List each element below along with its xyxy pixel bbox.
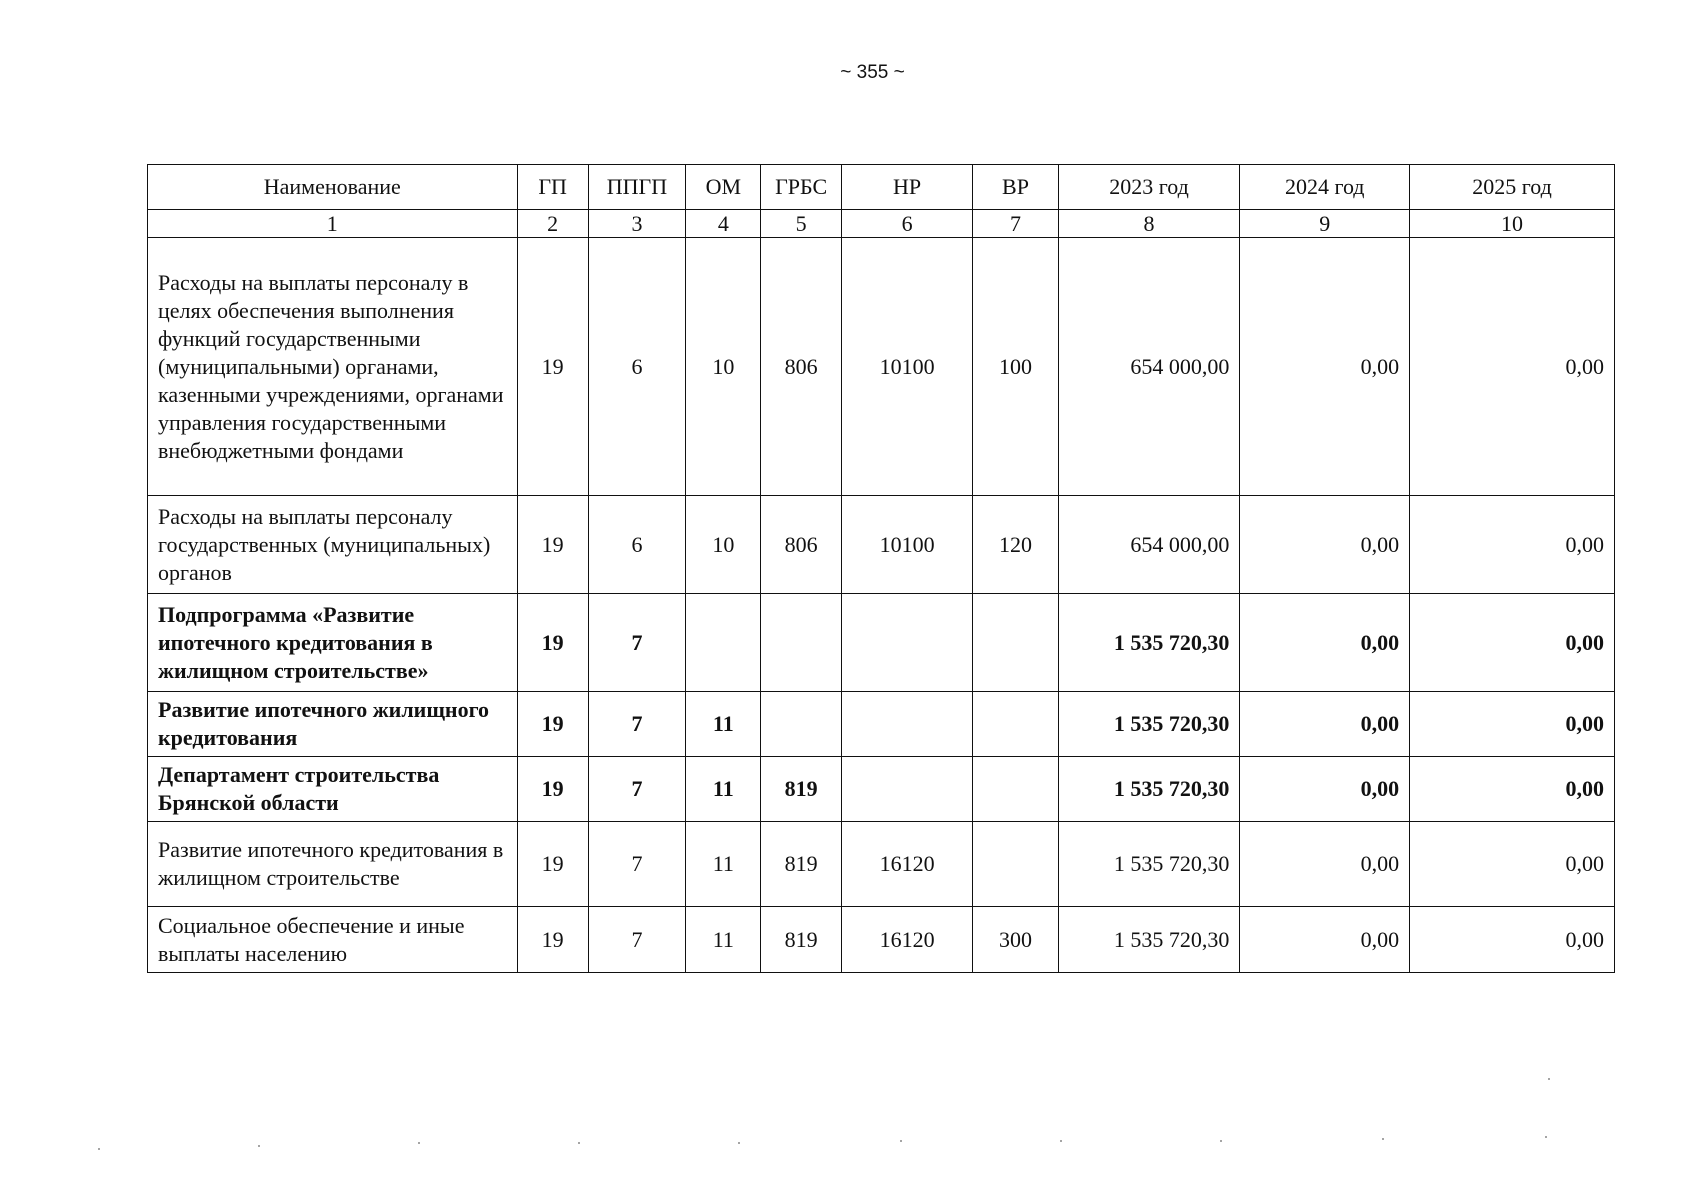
row-name: Расходы на выплаты персоналу государственных (муниципальных) органов bbox=[148, 496, 518, 594]
row-amount-2023: 1 535 720,30 bbox=[1058, 757, 1240, 822]
row-amount-2024: 0,00 bbox=[1240, 238, 1410, 496]
row-grbs bbox=[761, 594, 841, 692]
row-vr: 300 bbox=[973, 907, 1058, 973]
row-amount-2024: 0,00 bbox=[1240, 496, 1410, 594]
row-grbs: 819 bbox=[761, 757, 841, 822]
scan-speck bbox=[98, 1148, 100, 1150]
row-name: Подпрограмма «Развитие ипотечного кредитования в жилищном строительстве» bbox=[148, 594, 518, 692]
scan-speck bbox=[1382, 1138, 1384, 1140]
row-amount-2025: 0,00 bbox=[1410, 907, 1615, 973]
row-nr: 10100 bbox=[841, 238, 973, 496]
row-vr: 120 bbox=[973, 496, 1058, 594]
scan-speck bbox=[418, 1142, 420, 1144]
row-vr bbox=[973, 692, 1058, 757]
table-row bbox=[148, 757, 1615, 822]
row-amount-2023: 1 535 720,30 bbox=[1058, 907, 1240, 973]
row-grbs: 806 bbox=[761, 496, 841, 594]
table-row bbox=[148, 822, 1615, 907]
row-vr: 100 bbox=[973, 238, 1058, 496]
scan-speck bbox=[738, 1142, 740, 1144]
header-2025: 2025 год bbox=[1410, 165, 1615, 210]
row-ppgp: 6 bbox=[588, 496, 685, 594]
row-gp: 19 bbox=[517, 692, 588, 757]
table-row bbox=[148, 496, 1615, 594]
row-amount-2024: 0,00 bbox=[1240, 692, 1410, 757]
row-nr: 16120 bbox=[841, 822, 973, 907]
row-gp: 19 bbox=[517, 822, 588, 907]
header-row bbox=[148, 165, 1615, 210]
header-nr: НР bbox=[841, 165, 973, 210]
header-vr: ВР bbox=[973, 165, 1058, 210]
column-number: 10 bbox=[1410, 210, 1615, 238]
header-name: Наименование bbox=[148, 165, 518, 210]
column-number: 8 bbox=[1058, 210, 1240, 238]
header-grbs: ГРБС bbox=[761, 165, 841, 210]
row-ppgp: 7 bbox=[588, 692, 685, 757]
row-name: Департамент строительства Брянской области bbox=[148, 757, 518, 822]
row-amount-2023: 654 000,00 bbox=[1058, 238, 1240, 496]
row-om: 11 bbox=[686, 692, 761, 757]
scan-speck bbox=[1220, 1140, 1222, 1142]
row-amount-2024: 0,00 bbox=[1240, 594, 1410, 692]
row-amount-2025: 0,00 bbox=[1410, 757, 1615, 822]
row-grbs: 806 bbox=[761, 238, 841, 496]
row-ppgp: 7 bbox=[588, 594, 685, 692]
column-number: 2 bbox=[517, 210, 588, 238]
row-amount-2023: 1 535 720,30 bbox=[1058, 594, 1240, 692]
page-number: ~ 355 ~ bbox=[840, 62, 905, 83]
column-number-row bbox=[148, 210, 1615, 238]
row-nr: 16120 bbox=[841, 907, 973, 973]
row-nr bbox=[841, 757, 973, 822]
row-amount-2024: 0,00 bbox=[1240, 822, 1410, 907]
header-gp: ГП bbox=[517, 165, 588, 210]
budget-table bbox=[147, 164, 1615, 973]
scan-speck bbox=[1545, 1136, 1547, 1138]
column-number: 7 bbox=[973, 210, 1058, 238]
row-nr: 10100 bbox=[841, 496, 973, 594]
row-vr bbox=[973, 822, 1058, 907]
header-2024: 2024 год bbox=[1240, 165, 1410, 210]
column-number: 6 bbox=[841, 210, 973, 238]
row-gp: 19 bbox=[517, 594, 588, 692]
row-om bbox=[686, 594, 761, 692]
row-name: Развитие ипотечного кредитования в жилищном строительстве bbox=[148, 822, 518, 907]
row-om: 11 bbox=[686, 757, 761, 822]
header-om: ОМ bbox=[686, 165, 761, 210]
row-ppgp: 7 bbox=[588, 907, 685, 973]
row-om: 11 bbox=[686, 822, 761, 907]
table-row bbox=[148, 594, 1615, 692]
row-ppgp: 7 bbox=[588, 757, 685, 822]
row-amount-2023: 654 000,00 bbox=[1058, 496, 1240, 594]
header-ppgp: ППГП bbox=[588, 165, 685, 210]
row-amount-2025: 0,00 bbox=[1410, 238, 1615, 496]
row-grbs: 819 bbox=[761, 907, 841, 973]
row-om: 11 bbox=[686, 907, 761, 973]
row-ppgp: 6 bbox=[588, 238, 685, 496]
column-number: 9 bbox=[1240, 210, 1410, 238]
row-gp: 19 bbox=[517, 496, 588, 594]
scan-speck bbox=[1548, 1078, 1550, 1080]
scan-speck bbox=[900, 1140, 902, 1142]
column-number: 3 bbox=[588, 210, 685, 238]
row-name: Расходы на выплаты персоналу в целях обеспечения выполнения функций государственными (муниципальными) органами, казенными учреждениями, органами управления государственными внебюджетными фондами bbox=[148, 238, 518, 496]
row-gp: 19 bbox=[517, 907, 588, 973]
table-row bbox=[148, 692, 1615, 757]
row-amount-2025: 0,00 bbox=[1410, 594, 1615, 692]
row-nr bbox=[841, 594, 973, 692]
row-vr bbox=[973, 594, 1058, 692]
row-om: 10 bbox=[686, 238, 761, 496]
column-number: 5 bbox=[761, 210, 841, 238]
table-row bbox=[148, 238, 1615, 496]
row-amount-2024: 0,00 bbox=[1240, 907, 1410, 973]
scan-speck bbox=[578, 1142, 580, 1144]
header-2023: 2023 год bbox=[1058, 165, 1240, 210]
row-amount-2024: 0,00 bbox=[1240, 757, 1410, 822]
row-ppgp: 7 bbox=[588, 822, 685, 907]
row-amount-2025: 0,00 bbox=[1410, 692, 1615, 757]
row-amount-2025: 0,00 bbox=[1410, 822, 1615, 907]
row-amount-2025: 0,00 bbox=[1410, 496, 1615, 594]
row-name: Развитие ипотечного жилищного кредитования bbox=[148, 692, 518, 757]
row-om: 10 bbox=[686, 496, 761, 594]
scan-speck bbox=[258, 1145, 260, 1147]
row-vr bbox=[973, 757, 1058, 822]
row-grbs: 819 bbox=[761, 822, 841, 907]
row-amount-2023: 1 535 720,30 bbox=[1058, 822, 1240, 907]
column-number: 1 bbox=[148, 210, 518, 238]
scan-speck bbox=[1060, 1140, 1062, 1142]
row-amount-2023: 1 535 720,30 bbox=[1058, 692, 1240, 757]
row-grbs bbox=[761, 692, 841, 757]
row-nr bbox=[841, 692, 973, 757]
row-name: Социальное обеспечение и иные выплаты населению bbox=[148, 907, 518, 973]
row-gp: 19 bbox=[517, 757, 588, 822]
table-row bbox=[148, 907, 1615, 973]
row-gp: 19 bbox=[517, 238, 588, 496]
column-number: 4 bbox=[686, 210, 761, 238]
